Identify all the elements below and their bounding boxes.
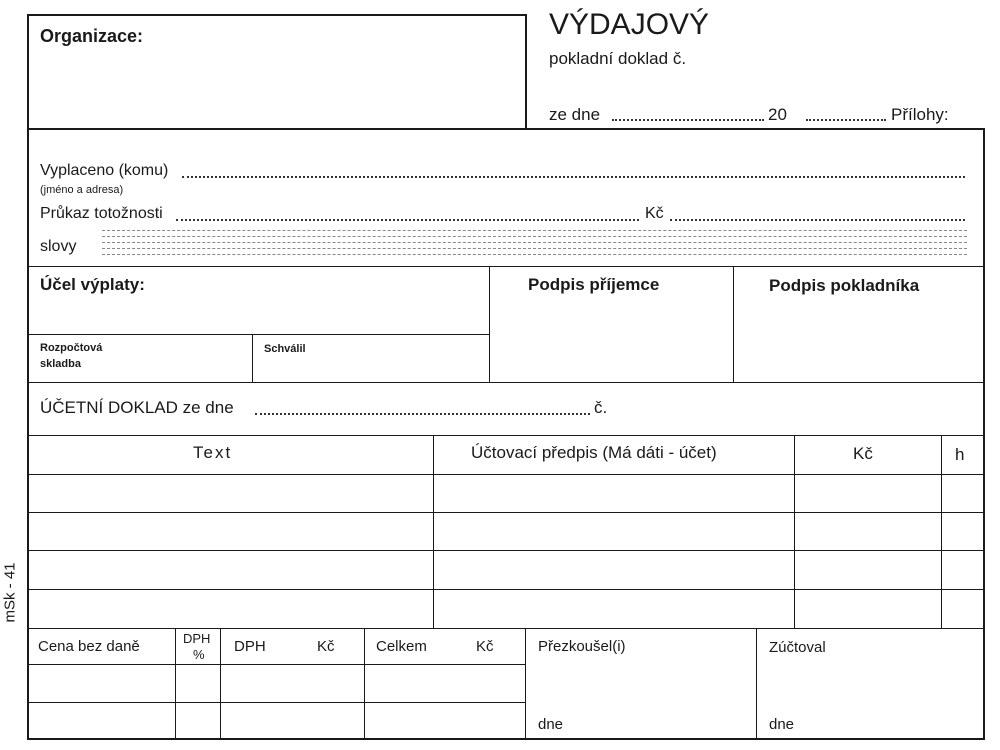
total-kc-label: Kč [476, 638, 494, 655]
purpose-label: Účel výplaty: [40, 275, 145, 294]
vat-percent-label-line2: % [193, 647, 205, 662]
column-header-kc: Kč [853, 444, 873, 463]
vat-percent-label-line1: DPH [183, 631, 211, 646]
vat-cell[interactable] [223, 667, 362, 700]
total-cell[interactable] [367, 667, 523, 700]
footer-row-line [27, 664, 525, 665]
words-field-line-4 [102, 248, 967, 249]
words-field-line-1[interactable] [102, 230, 967, 231]
price-without-vat-label: Cena bez daně [38, 638, 140, 655]
vat-percent-cell[interactable] [178, 667, 218, 700]
footer-divider-4 [525, 628, 526, 740]
price-without-vat-cell[interactable] [30, 667, 173, 700]
paid-to-hint: (jméno a adresa) [40, 184, 124, 196]
footer-row-line [27, 702, 525, 703]
table-row-line [27, 589, 985, 590]
divider-accounting-top [27, 382, 985, 383]
words-field-line-5 [102, 254, 967, 255]
date-prefix: ze dne [549, 105, 601, 124]
footer-top [27, 628, 985, 629]
date-field[interactable] [612, 119, 764, 121]
column-header-entry: Účtovací předpis (Má dáti - účet) [471, 443, 717, 462]
table-row[interactable] [30, 592, 982, 626]
settled-date-label: dne [769, 716, 795, 733]
attachments-label: Přílohy: [891, 105, 949, 124]
divider-purpose-top [27, 266, 985, 267]
date-year: 20 [768, 105, 787, 124]
table-row-line [27, 474, 985, 475]
accounting-number-suffix: č. [594, 398, 608, 417]
accounting-doc-label: ÚČETNÍ DOKLAD ze dne [40, 398, 234, 417]
recipient-signature-label: Podpis příjemce [528, 275, 660, 294]
paid-to-label: Vyplaceno (komu) [40, 162, 169, 179]
budget-label-line1: Rozpočtová [40, 342, 103, 354]
amount-field[interactable] [670, 219, 965, 221]
checked-by-field[interactable] [528, 660, 753, 705]
table-row[interactable] [30, 553, 982, 587]
document-title: VÝDAJOVÝ [549, 8, 710, 41]
table-row[interactable] [30, 477, 982, 510]
settled-by-field[interactable] [759, 660, 982, 705]
table-row-line [27, 550, 985, 551]
vat-label: DPH [234, 638, 266, 655]
words-field-line-2 [102, 236, 967, 237]
checked-by-label: Přezkoušel(i) [538, 638, 626, 655]
footer-divider-3 [364, 628, 365, 740]
table-header-top [27, 435, 985, 436]
document-subtitle: pokladní doklad č. [549, 49, 687, 68]
currency-label: Kč [645, 205, 664, 222]
footer-divider-5 [756, 628, 757, 740]
paid-to-field[interactable] [182, 176, 965, 178]
cashier-signature-label: Podpis pokladníka [769, 276, 920, 295]
attachments-field[interactable] [806, 119, 886, 121]
checked-date-label: dne [538, 716, 564, 733]
column-header-text: Text [193, 443, 233, 462]
purpose-field[interactable] [30, 298, 486, 334]
accounting-date-field[interactable] [255, 413, 590, 415]
form-code-label: mSk - 41 [1, 562, 19, 623]
divider-budget-top [27, 334, 489, 335]
cashier-signature-field[interactable] [736, 300, 982, 380]
id-label: Průkaz totožnosti [40, 205, 163, 222]
divider-signatures-mid [733, 266, 734, 382]
approved-label: Schválil [264, 343, 306, 355]
table-row[interactable] [30, 515, 982, 548]
budget-field[interactable] [120, 338, 248, 378]
vat-kc-label: Kč [317, 638, 335, 655]
words-field-line-3 [102, 242, 967, 243]
settled-by-label: Zúčtoval [769, 639, 826, 656]
recipient-signature-field[interactable] [492, 300, 730, 380]
footer-divider-2 [220, 628, 221, 740]
total-label: Celkem [376, 638, 427, 655]
footer-divider-1 [175, 628, 176, 740]
budget-label-line2: skladba [40, 358, 81, 370]
column-header-h: h [955, 445, 965, 464]
divider-budget-approved [252, 334, 253, 382]
words-label: slovy [40, 238, 77, 255]
table-row-line [27, 512, 985, 513]
approved-field[interactable] [320, 338, 485, 378]
id-field[interactable] [176, 219, 639, 221]
divider-signatures-left [489, 266, 490, 382]
organization-label: Organizace: [40, 26, 144, 46]
